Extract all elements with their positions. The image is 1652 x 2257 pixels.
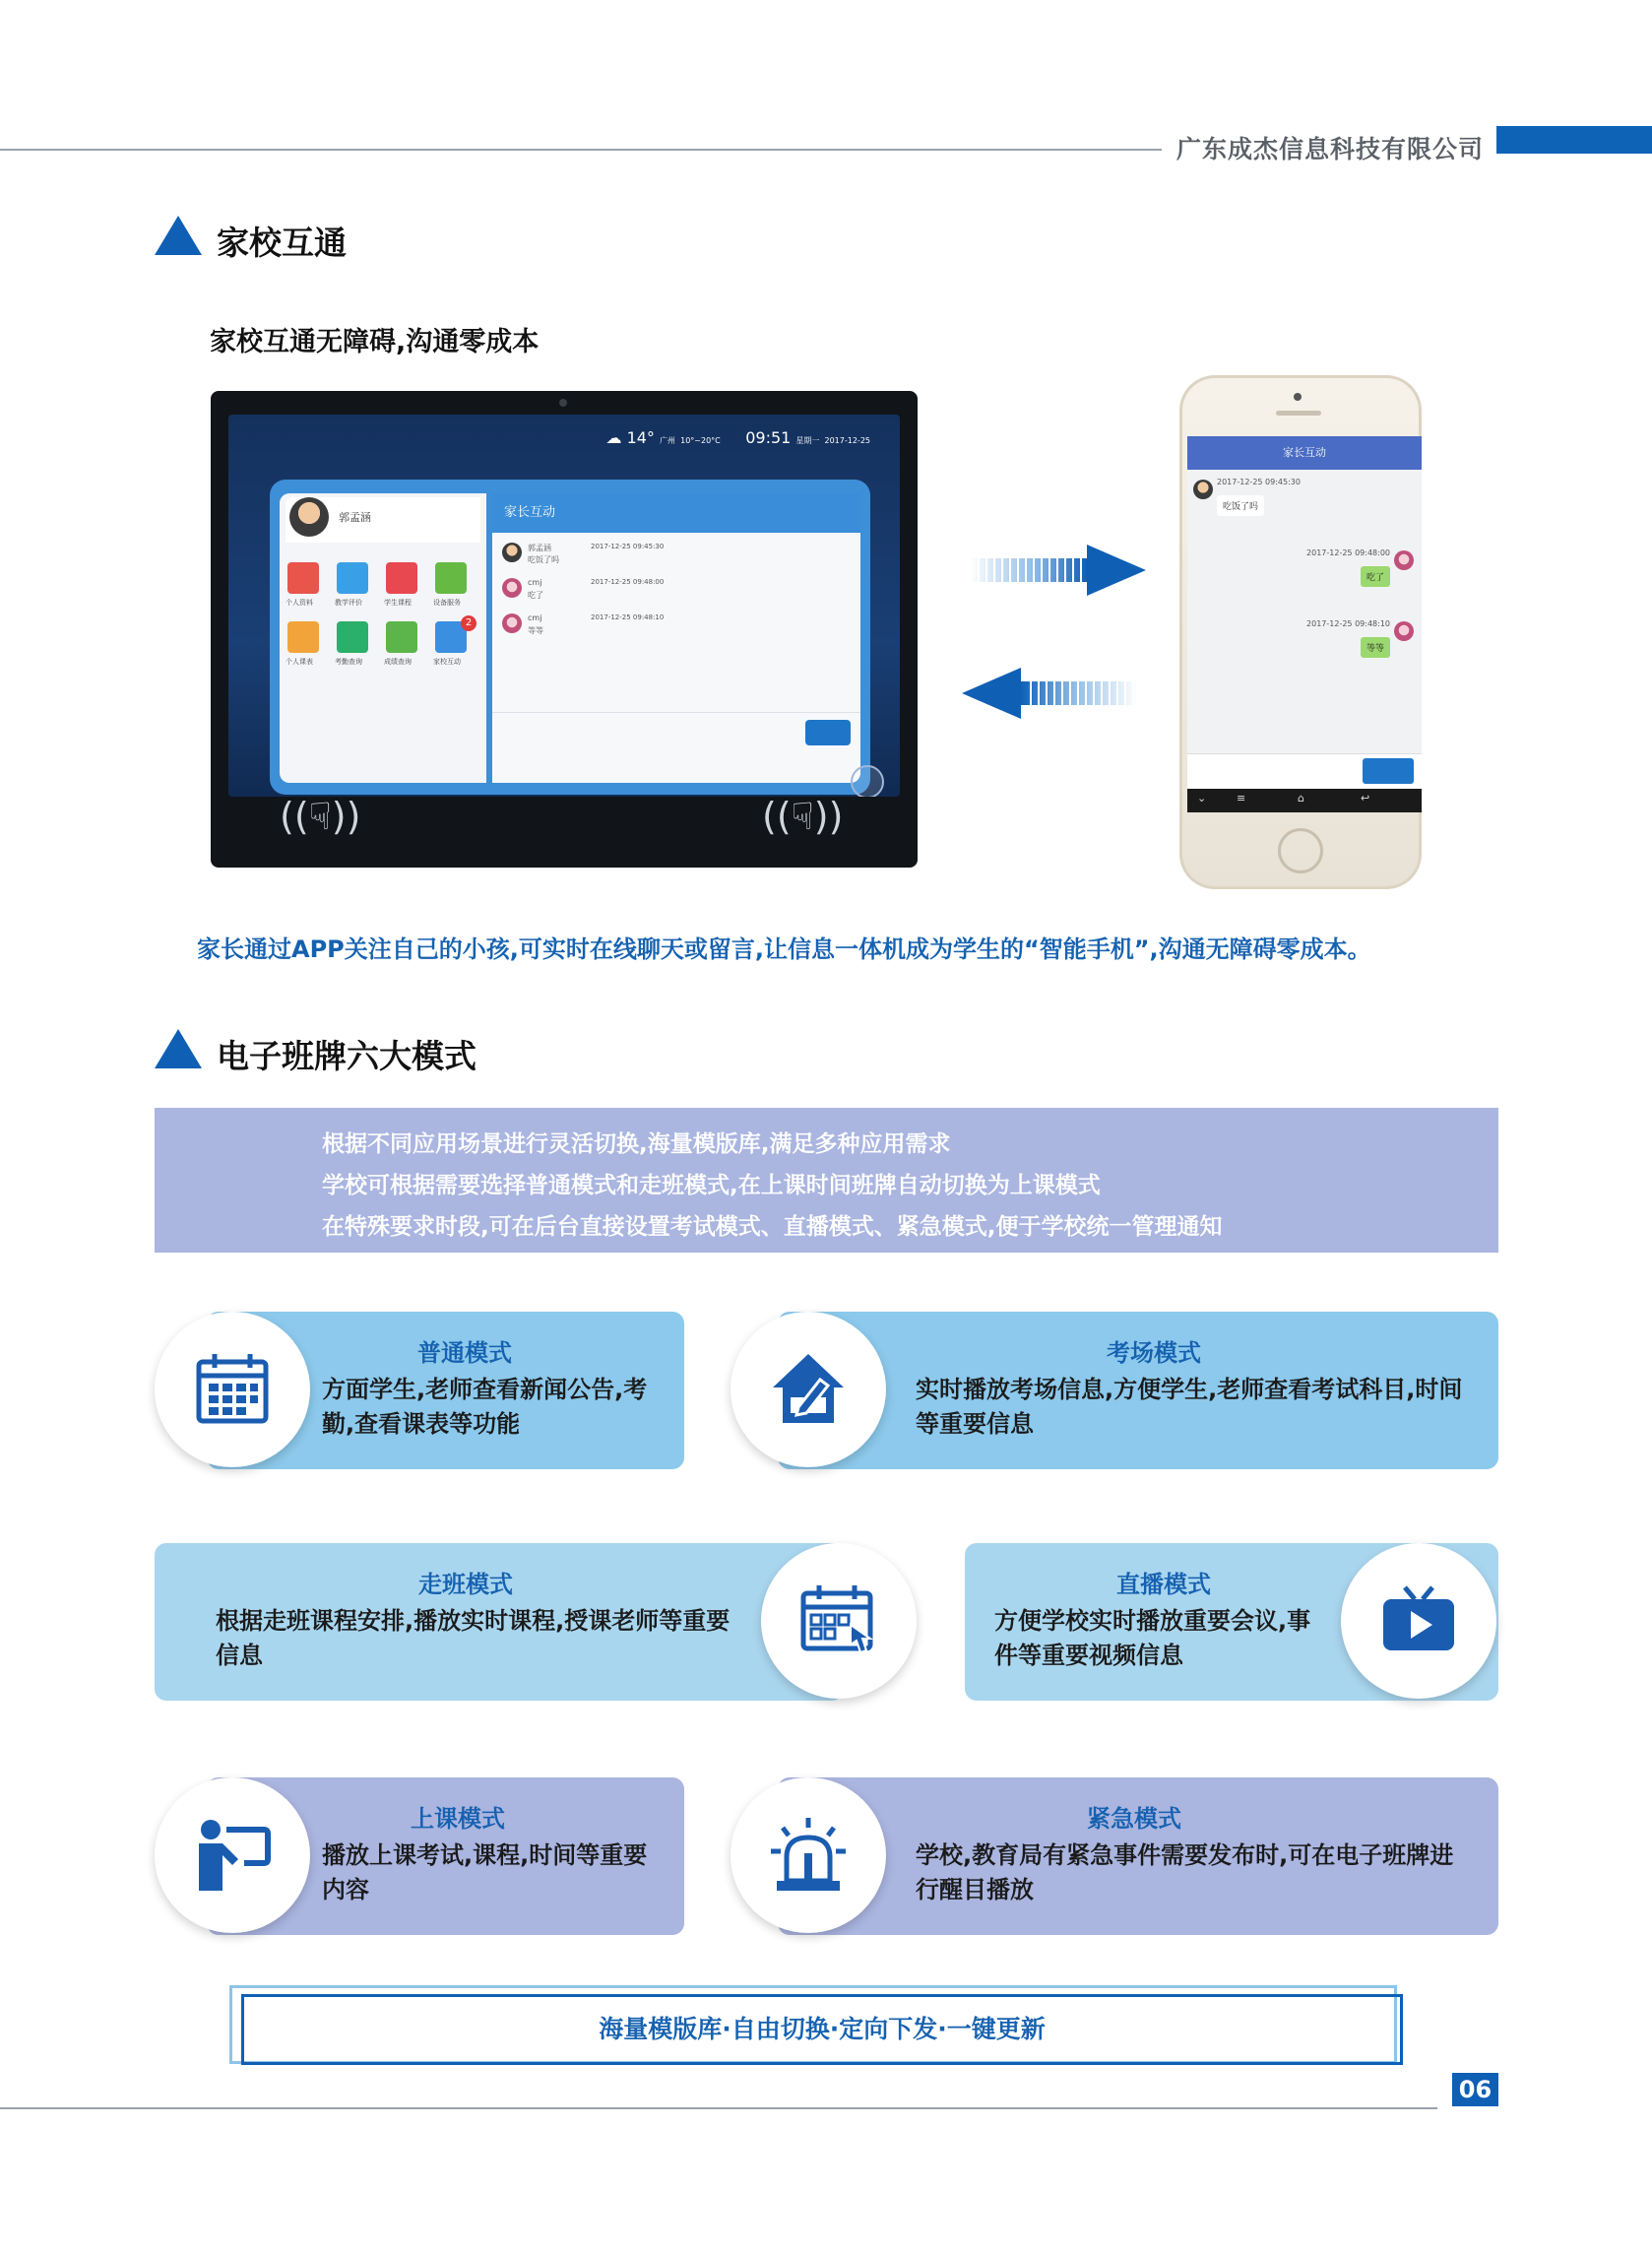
mode-title-class: 上课模式 (411, 1805, 505, 1833)
intro-line-2: 学校可根据需要选择普通模式和走班模式,在上课时间班牌自动切换为上课模式 (322, 1173, 1101, 1198)
tablet-chat-panel (492, 493, 860, 783)
message-avatar (502, 613, 522, 633)
tablet-temp-range: 10°~20°C (680, 436, 721, 445)
phone-message-avatar (1394, 550, 1414, 570)
tv-play-icon (1341, 1543, 1496, 1699)
phone-speaker (1276, 411, 1321, 416)
mode-title-normal: 普通模式 (417, 1339, 512, 1367)
app-tile-label: 家校互动 (433, 658, 461, 666)
alarm-light-icon (731, 1777, 886, 1933)
nav-down-icon[interactable]: ⌄ (1197, 792, 1207, 805)
message-time: 2017-12-25 09:45:30 (591, 543, 665, 550)
section-title-home-school: 家校互通 (217, 224, 347, 262)
app-tile-icon[interactable] (386, 621, 417, 653)
tablet-date: 2017-12-25 (824, 436, 870, 445)
section-subtitle: 家校互通无障碍,沟通零成本 (210, 327, 540, 357)
phone-message-bubble: 吃饭了吗 (1217, 495, 1264, 516)
weather-icon: ☁ (605, 428, 622, 447)
calendar-icon (155, 1312, 310, 1467)
phone-camera (1294, 393, 1302, 401)
app-tile-label: 个人课表 (286, 658, 313, 666)
app-tile-icon[interactable] (287, 562, 319, 594)
app-tile-label: 成绩查询 (384, 658, 412, 666)
slogan-text: 海量模版库·自由切换·定向下发·一键更新 (599, 2015, 1046, 2043)
phone-screen (1187, 436, 1422, 812)
house-pen-icon (731, 1312, 886, 1467)
message-sender: cmj (528, 578, 542, 587)
intro-line-1: 根据不同应用场景进行灵活切换,海量模版库,满足多种应用需求 (322, 1131, 951, 1157)
app-tile-icon[interactable] (435, 562, 467, 594)
section-triangle-icon (155, 1029, 202, 1068)
section-title-six-modes: 电子班牌六大模式 (217, 1037, 477, 1075)
schedule-touch-icon (761, 1543, 917, 1699)
tablet-status-bar (605, 428, 870, 447)
phone-message-time: 2017-12-25 09:45:30 (1217, 478, 1301, 486)
tablet-back-button[interactable] (851, 765, 884, 797)
teacher-board-icon (155, 1777, 310, 1933)
section-triangle-icon (155, 216, 202, 255)
notification-badge: 2 (461, 615, 477, 631)
tablet-screen (228, 415, 900, 797)
tablet-device (211, 391, 918, 868)
tablet-weekday: 星期一 (795, 436, 820, 445)
mode-title-live: 直播模式 (1116, 1571, 1211, 1598)
mode-text-shift: 根据走班课程安排,播放实时课程,授课老师等重要信息 (216, 1607, 731, 1669)
tablet-chat-title: 家长互动 (492, 493, 860, 533)
message-text: 吃饭了吗 (528, 555, 559, 564)
company-name: 广东成杰信息科技有限公司 (1176, 135, 1485, 163)
mode-card-shift (155, 1543, 844, 1701)
intro-line-3: 在特殊要求时段,可在后台直接设置考试模式、直播模式、紧急模式,便于学校统一管理通知 (322, 1214, 1223, 1240)
phone-home-button[interactable] (1278, 828, 1323, 873)
message-text: 吃了 (528, 591, 543, 600)
intro-box (155, 1108, 1498, 1253)
app-tile-label: 个人资料 (286, 599, 313, 607)
header-accent-bar (1496, 126, 1652, 154)
mode-text-emergency: 学校,教育局有紧急事件需要发布时,可在电子班牌进行醒目播放 (916, 1841, 1454, 1903)
tablet-message-list (502, 543, 847, 690)
phone-message-list (1187, 476, 1422, 751)
header-rule (0, 149, 1162, 151)
message-avatar (502, 578, 522, 598)
message-time: 2017-12-25 09:48:00 (591, 578, 665, 586)
smartphone-device (1179, 375, 1422, 889)
tablet-camera (559, 399, 567, 407)
app-tile-label: 学生课程 (384, 599, 412, 607)
tablet-app-panel (270, 480, 870, 795)
arrow-right-icon (971, 545, 1146, 596)
tablet-send-button[interactable] (805, 720, 851, 745)
phone-message-time: 2017-12-25 09:48:10 (1306, 619, 1390, 628)
phone-message-time: 2017-12-25 09:48:00 (1306, 548, 1390, 557)
nfc-right-icon: ((☟)) (762, 795, 844, 838)
nav-back-icon[interactable]: ↩ (1361, 792, 1370, 805)
message-time: 2017-12-25 09:48:10 (591, 613, 665, 621)
tablet-temp: 14° (626, 428, 655, 447)
footer-rule (0, 2107, 1437, 2109)
phone-chat-title: 家长互动 (1187, 436, 1422, 470)
app-grid (287, 562, 484, 680)
app-tile-icon[interactable] (337, 562, 368, 594)
mode-title-emergency: 紧急模式 (1087, 1805, 1181, 1833)
app-tile-label: 教学评价 (335, 599, 362, 607)
page-number: 06 (1452, 2073, 1498, 2106)
app-tile-label: 考勤查询 (335, 658, 362, 666)
user-name: 郭孟涵 (339, 511, 371, 524)
tablet-chat-divider (492, 712, 860, 713)
mode-title-exam: 考场模式 (1107, 1339, 1201, 1367)
message-sender: 郭孟涵 (528, 544, 551, 552)
mode-text-normal: 方面学生,老师查看新闻公告,考勤,查看课表等功能 (322, 1376, 648, 1438)
phone-message-avatar (1394, 621, 1414, 641)
phone-message-bubble: 吃了 (1361, 566, 1390, 587)
message-text: 等等 (528, 626, 543, 635)
tablet-city: 广州 (660, 436, 676, 445)
tablet-time: 09:51 (745, 428, 792, 447)
app-tile-icon[interactable] (287, 621, 319, 653)
tablet-menu-panel (280, 493, 486, 783)
user-avatar (289, 497, 329, 537)
nav-menu-icon[interactable]: ≡ (1237, 792, 1246, 805)
phone-nav-bar (1187, 789, 1422, 812)
nfc-left-icon: ((☟)) (280, 795, 361, 838)
section1-caption: 家长通过APP关注自己的小孩,可实时在线聊天或留言,让信息一体机成为学生的“智能手机”,沟通无障碍零成本。 (197, 935, 1371, 963)
arrow-left-icon (962, 668, 1137, 719)
phone-message-avatar (1193, 480, 1213, 499)
phone-message-bubble: 等等 (1361, 637, 1390, 658)
app-tile-icon[interactable] (386, 562, 417, 594)
mode-text-exam: 实时播放考场信息,方便学生,老师查看考试科目,时间等重要信息 (916, 1376, 1463, 1438)
phone-send-button[interactable] (1363, 758, 1414, 784)
message-sender: cmj (528, 613, 542, 622)
app-tile-label: 设备服务 (433, 599, 461, 607)
mode-text-live: 方便学校实时播放重要会议,事件等重要视频信息 (994, 1607, 1311, 1669)
message-avatar (502, 543, 522, 562)
app-tile-icon[interactable] (337, 621, 368, 653)
nav-home-icon[interactable]: ⌂ (1298, 792, 1304, 805)
mode-title-shift: 走班模式 (418, 1571, 513, 1598)
mode-text-class: 播放上课考试,课程,时间等重要内容 (322, 1841, 648, 1903)
